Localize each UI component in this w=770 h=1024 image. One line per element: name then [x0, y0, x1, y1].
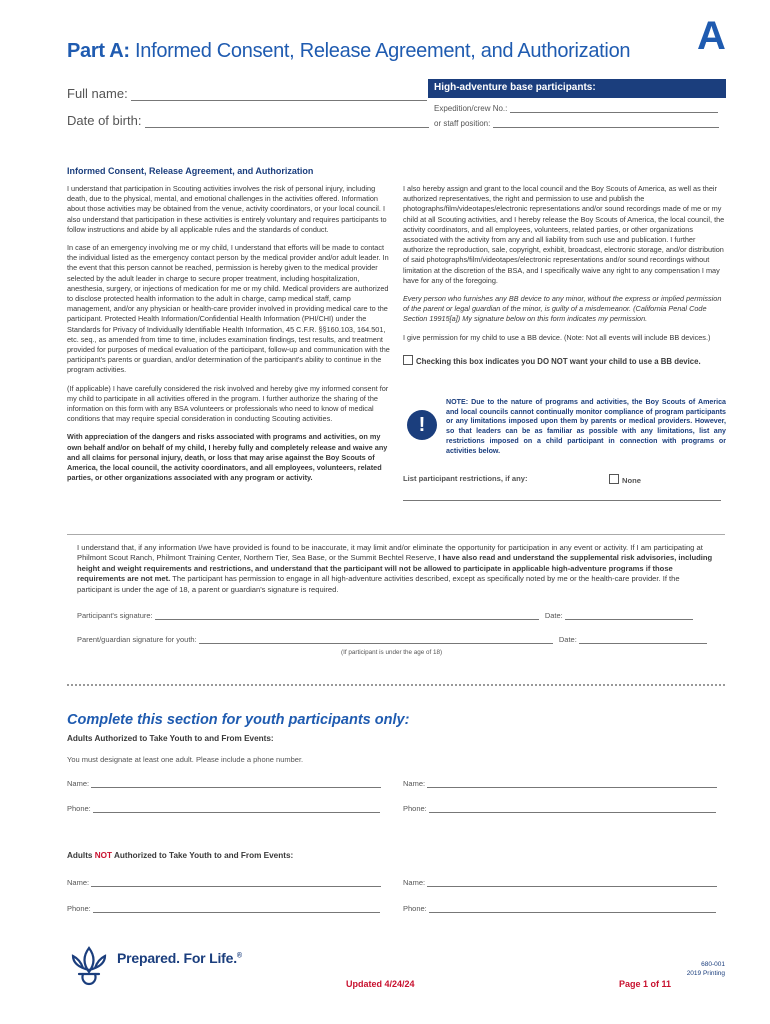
name-label: Name: [67, 878, 90, 887]
full-name-label: Full name: [67, 86, 128, 101]
authorized-phone-row-1 [67, 804, 380, 813]
acknowledgment-text-c: The participant has permission to engage in all high-adventure activities described, except as specifically noted by me or the health-care provider. If the participant is under the age of 18, a parent or guardian's signature is required. [77, 574, 680, 594]
authorized-adults-heading: Adults Authorized to Take Youth to and From Events: [67, 734, 274, 743]
full-name-field[interactable] [131, 100, 427, 101]
staff-field[interactable] [493, 127, 719, 128]
bb-opt-out-checkbox[interactable] [403, 355, 413, 365]
updated-date: Updated 4/24/24 [346, 979, 415, 989]
page-title [67, 40, 630, 63]
participant-signature-row [77, 611, 693, 620]
parent-signature-row [77, 635, 707, 644]
alert-icon: ! [407, 410, 437, 440]
not-authorized-name-row-2 [403, 878, 717, 887]
not-authorized-name-row-1 [67, 878, 381, 887]
none-option [609, 474, 641, 485]
tagline [117, 950, 242, 966]
note-text: NOTE: Due to the nature of programs and activities, the Boy Scouts of America and local councils cannot continually monitor compliance of program participants or any limitations imposed upon them by parents or medical providers. However, so that leaders can be as familiar as possible with any limitations, list any restrictions imposed on a child participant in connection with programs or activities below. [446, 398, 726, 455]
not-authorized-phone-row-2 [403, 904, 716, 913]
not-heading-a: Adults [67, 851, 95, 860]
authorized-name-field-2[interactable] [427, 787, 717, 788]
acknowledgment-text-bold: I have also read and understand the supplemental risk advisories, including height and weight requirements and restrictions, and understand that the participant will not be allowed to participate in applicable high-adventure programs if those requirements are not met. [77, 553, 713, 584]
consent-left-column [67, 184, 391, 483]
trademark: ® [236, 952, 242, 960]
not-authorized-phone-row-1 [67, 904, 380, 913]
acknowledgment-box [67, 534, 725, 661]
high-adventure-box [428, 79, 726, 133]
consent-paragraph-release: With appreciation of the dangers and risks associated with programs and activities, on my own behalf and/or on behalf of my child, I hereby fully and completely release and waive any and all claims for personal injury, death, or loss that may arise against the Boy Scouts of America, the local council, the activity coordinators, and all employees, volunteers, related parties, or other organizations associated with any program or activity. [67, 432, 388, 483]
authorized-phone-field-1[interactable] [93, 812, 380, 813]
parent-signature-label: Parent/guardian signature for youth: [77, 635, 197, 644]
authorized-name-row-2 [403, 779, 717, 788]
none-label: None [622, 476, 641, 485]
authorized-name-row-1 [67, 779, 381, 788]
participant-signature-field[interactable] [155, 619, 539, 620]
expedition-row [428, 104, 726, 113]
bsa-fleur-de-lis-logo [67, 944, 111, 988]
participant-signature-label: Participant's signature: [77, 611, 153, 620]
phone-label: Phone: [403, 904, 427, 913]
consent-paragraph-media: I also hereby assign and grant to the local council and the Boy Scouts of America, as well as their authorized representatives, the right and permission to use and publish the photographs/film/videotapes/electronic representations and/or sound recordings made of me or my child at all Scouting activities, and I hereby release the Boy Scouts of America, the local council, the activity coordinators, and all employees, volunteers, related parties, or other organizations associated with the activity from any and all liability from such use and publication. I further authorize the reproduction, sale, copyright, exhibit, broadcast, electronic storage, and/or distribution of said photographs/film/videotapes/electronic representations and/or sound recordings without limitation at the discretion of the BSA, and I specifically waive any right to any compensation I may have for any of the foregoing. [403, 184, 725, 285]
consent-paragraph-bb-permission: I give permission for my child to use a BB device. (Note: Not all events will include BB devices.) [403, 332, 711, 342]
consent-paragraph-bb-law: Every person who furnishes any BB device to any minor, without the express or implied permission of the parent or legal guardian of the minor, is guilty of a misdemeanor. (California Penal Code Section 19915[a]) My signature below on this form indicates my permission. [403, 294, 722, 324]
name-label: Name: [403, 779, 426, 788]
parent-date-label: Date: [558, 635, 577, 644]
tagline-text: Prepared. For Life. [117, 950, 237, 966]
printing-year: 2019 Printing [686, 970, 725, 977]
not-authorized-name-field-2[interactable] [427, 886, 717, 887]
parent-signature-field[interactable] [199, 643, 553, 644]
restrictions-field[interactable] [403, 500, 721, 501]
not-authorized-name-field-1[interactable] [91, 886, 381, 887]
bb-checkbox-row [403, 355, 725, 367]
not-authorized-adults-heading [67, 851, 293, 860]
not-heading-b: Authorized to Take Youth to and From Events: [112, 851, 294, 860]
youth-section-title: Complete this section for youth participants only: [67, 712, 410, 728]
not-heading-not: NOT [94, 851, 113, 860]
consent-paragraph-applicable: (If applicable) I have carefully considered the risk involved and hereby give my informed consent for my child to participate in all activities offered in the program. I further authorize the sharing of the information on this form with any BSA volunteers or professionals who need to know of medical conditions that may require special consideration in conducting Scouting activities. [67, 383, 389, 424]
acknowledgment-text [77, 543, 715, 595]
name-label: Name: [403, 878, 426, 887]
part-label: Part A: [67, 40, 130, 62]
under-18-note: (If participant is under the age of 18) [341, 649, 443, 656]
phone-label: Phone: [67, 804, 91, 813]
consent-paragraph-emergency: In case of an emergency involving me or my child, I understand that efforts will be made to contact the individual listed as the emergency contact person by the medical provider and/or adult leader. In the event that this person cannot be reached, permission is hereby given to the medical provider selected by the adult leader in charge to secure proper treatment, including hospitalization, anesthesia, surgery, or injections of medication for me or my child. Medical providers are authorized to disclose protected health information to the adult in charge, camp medical staff, camp management, and/or any physician or health-care provider involved in providing medical care to the participant. Protected Health Information/Confidential Health Information (PHI/CHI) under the Standards for Privacy of Individually Identifiable Health Information, 45 C.F.R. §§160.103, 164.501, etc. seq., as amended from time to time, includes examination findings, test results, and treatment provided for purposes of medical evaluation of the participant, follow-up and communication with the participant's parents or guardian, and/or determination of the participant's ability to continue in the program activities. [67, 243, 390, 375]
authorized-name-field-1[interactable] [91, 787, 381, 788]
name-label: Name: [67, 779, 90, 788]
dob-row [67, 113, 429, 128]
authorized-instruction: You must designate at least one adult. Please include a phone number. [67, 755, 304, 764]
phone-label: Phone: [403, 804, 427, 813]
form-number: 680-001 [701, 961, 725, 968]
not-authorized-phone-field-2[interactable] [429, 912, 716, 913]
authorized-phone-field-2[interactable] [429, 812, 716, 813]
expedition-field[interactable] [510, 112, 718, 113]
part-badge: A [697, 14, 726, 58]
restrictions-label: List participant restrictions, if any: [403, 474, 528, 483]
consent-section-title: Informed Consent, Release Agreement, and Authorization [67, 166, 314, 176]
not-authorized-phone-field-1[interactable] [93, 912, 380, 913]
acknowledgment-text-a: I understand that, if any information I/we have provided is found to be inaccurate, it may limit and/or eliminate the opportunity for participation in any event or activity. If I am participating at Philmont Scout Ranch, Philmont Training Center, Northern Tier, Sea Base, or the Summit Bechtel Reserve, [77, 543, 703, 563]
high-adventure-heading: High-adventure base participants: [428, 79, 726, 98]
dob-label: Date of birth: [67, 113, 142, 128]
expedition-label: Expedition/crew No.: [434, 104, 508, 113]
participant-date-field[interactable] [565, 619, 693, 620]
staff-label: or staff position: [434, 119, 491, 128]
bb-checkbox-label: Checking this box indicates you DO NOT want your child to use a BB device. [416, 356, 701, 366]
consent-paragraph-risk: I understand that participation in Scouting activities involves the risk of personal injury, including death, due to the physical, mental, and emotional challenges in the activities offered. Information about those activities may be obtained from the venue, activity coordinators, or your local council. I also understand that participation in these activities is entirely voluntary and requires participants to follow instructions and abide by all applicable rules and the standards of conduct. [67, 184, 387, 234]
none-checkbox[interactable] [609, 474, 619, 484]
page-number: Page 1 of 11 [619, 979, 672, 989]
staff-row [428, 119, 726, 128]
dob-field[interactable] [145, 127, 429, 128]
restrictions-row [403, 474, 725, 483]
title-text: Informed Consent, Release Agreement, and Authorization [135, 40, 631, 62]
consent-right-column [403, 184, 725, 367]
authorized-phone-row-2 [403, 804, 716, 813]
phone-label: Phone: [67, 904, 91, 913]
participant-date-label: Date: [544, 611, 563, 620]
parent-date-field[interactable] [579, 643, 707, 644]
section-divider [67, 684, 725, 686]
full-name-row [67, 86, 427, 101]
